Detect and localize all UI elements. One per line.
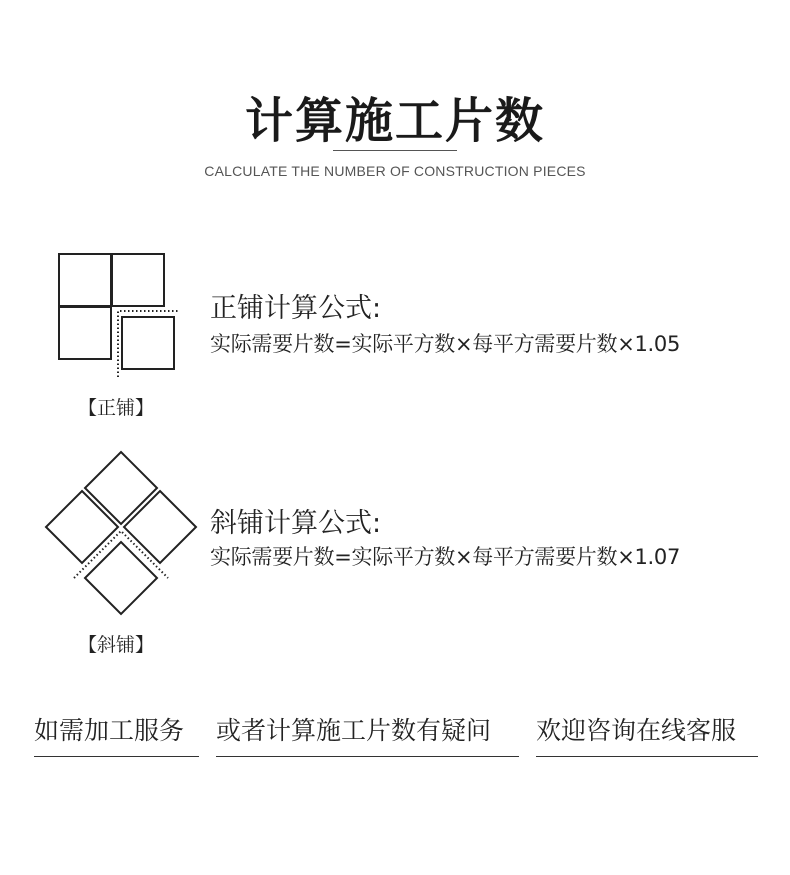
title-divider bbox=[333, 150, 457, 151]
straight-formula-title: 正铺计算公式: bbox=[210, 293, 382, 324]
cta-processing-service: 如需加工服务 bbox=[34, 716, 185, 745]
cta-underline-2 bbox=[216, 756, 519, 757]
diagonal-tiling-diagram bbox=[40, 448, 200, 618]
diagonal-label: 【斜铺】 bbox=[78, 634, 155, 656]
page-subtitle: CALCULATE THE NUMBER OF CONSTRUCTION PIECES bbox=[204, 163, 586, 179]
diagonal-formula: 实际需要片数=实际平方数×每平方需要片数×1.07 bbox=[210, 545, 681, 569]
straight-formula: 实际需要片数=实际平方数×每平方需要片数×1.05 bbox=[210, 332, 681, 356]
straight-tiling-diagram bbox=[50, 245, 190, 385]
cta-calculation-question: 或者计算施工片数有疑问 bbox=[216, 716, 492, 745]
diagonal-formula-title: 斜铺计算公式: bbox=[210, 508, 382, 539]
cta-contact-support: 欢迎咨询在线客服 bbox=[536, 716, 737, 745]
straight-label: 【正铺】 bbox=[78, 397, 155, 419]
cta-underline-1 bbox=[34, 756, 199, 757]
page-title: 计算施工片数 bbox=[244, 93, 545, 149]
cta-underline-3 bbox=[536, 756, 758, 757]
